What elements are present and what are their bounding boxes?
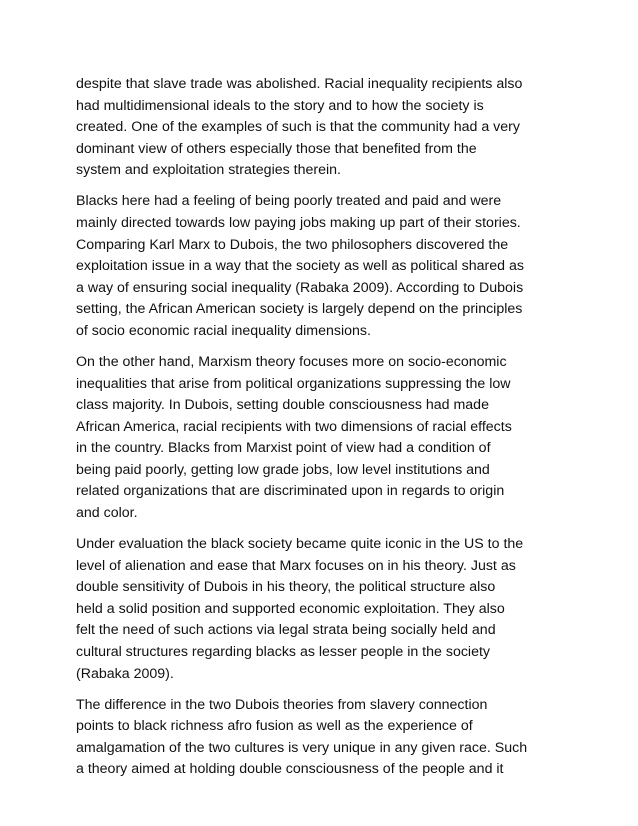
text-line: exploitation issue in a way that the society as well as political shared as [76,258,524,275]
text-line: created. One of the examples of such is that the community had a very [76,119,520,136]
text-line: On the other hand, Marxism theory focuses more on socio-economic [76,353,507,370]
text-line: related organizations that are discriminated upon in regards to origin [76,483,505,500]
text-line: level of alienation and ease that Marx focuses on in his theory. Just as [76,557,516,574]
paragraph-2 [76,191,576,342]
text-line: Under evaluation the black society became quite iconic in the US to the [76,536,524,553]
text-line: in the country. Blacks from Marxist point of view had a condition of [76,440,491,457]
document-body [76,74,576,790]
text-line: felt the need of such actions via legal strata being socially held and [76,622,496,639]
paragraph-1 [76,74,576,182]
text-line: and color. [76,505,138,522]
text-line: dominant view of others especially those that benefited from the [76,140,477,157]
text-line: cultural structures regarding blacks as lesser people in the society [76,644,491,661]
text-line: class majority. In Dubois, setting double consciousness had made [76,397,489,414]
text-line: a theory aimed at holding double consciousness of the people and it [76,761,504,778]
text-line: despite that slave trade was abolished. Racial inequality recipients also [76,76,523,92]
text-line: setting, the African American society is largely depend on the principles [76,301,523,318]
text-line: of socio economic racial inequality dimensions. [76,322,371,339]
text-line: mainly directed towards low paying jobs making up part of their stories. [76,214,521,231]
text-line: being paid poorly, getting low grade jobs, low level institutions and [76,461,490,478]
text-line: double sensitivity of Dubois in his theory, the political structure also [76,579,496,596]
text-line: points to black richness afro fusion as well as the experience of [76,718,473,735]
text-line: system and exploitation strategies therein. [76,162,341,179]
paragraph-5 [76,695,576,781]
text-line: inequalities that arise from political organizations suppressing the low [76,375,511,392]
text-line: (Rabaka 2009). [76,665,174,682]
text-line: Comparing Karl Marx to Dubois, the two philosophers discovered the [76,236,509,253]
paragraph-4 [76,534,576,685]
text-line: The difference in the two Dubois theories from slavery connection [76,696,488,713]
text-line: African America, racial recipients with two dimensions of racial effects [76,418,512,435]
text-line: a way of ensuring social inequality (Rabaka 2009). According to Dubois [76,279,524,296]
text-line: held a solid position and supported economic exploitation. They also [76,600,505,617]
paragraph-3 [76,352,576,525]
text-line: amalgamation of the two cultures is very unique in any given race. Such [76,739,528,756]
text-line: had multidimensional ideals to the story and to how the society is [76,97,484,114]
text-line: Blacks here had a feeling of being poorly treated and paid and were [76,193,502,210]
